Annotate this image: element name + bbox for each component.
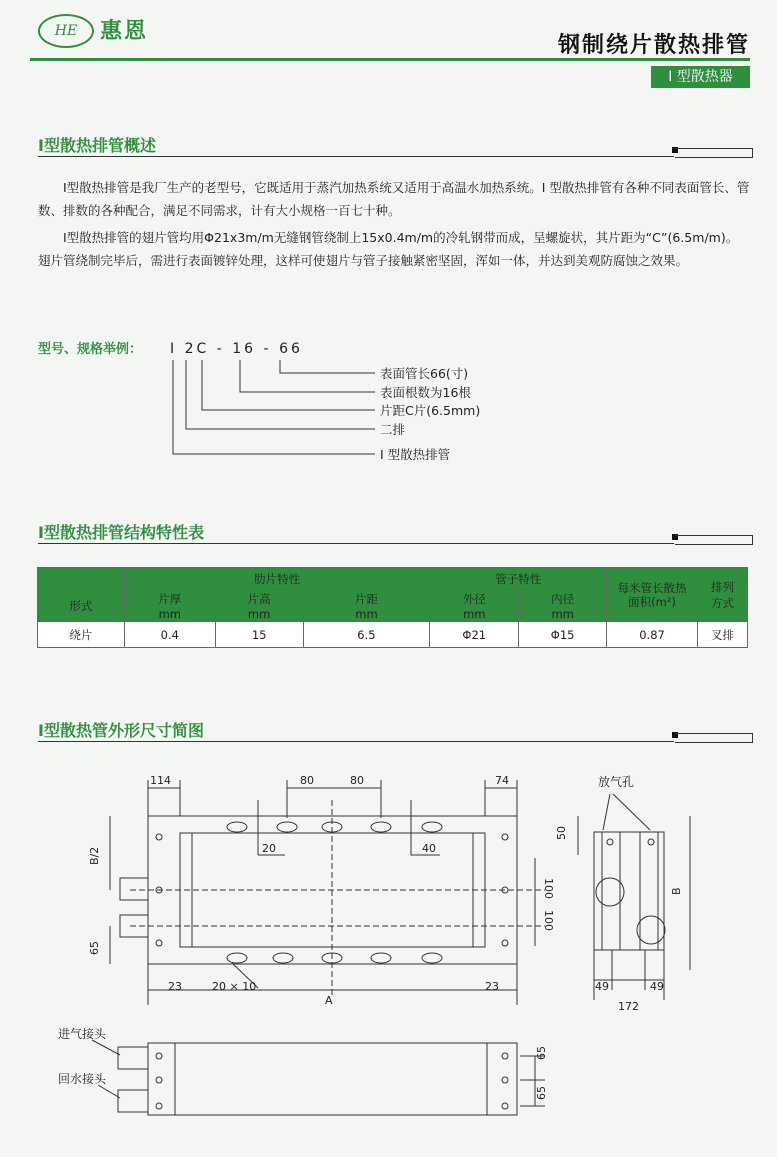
dim-label: 65 bbox=[535, 1046, 548, 1060]
vent-label: 放气孔 bbox=[598, 775, 635, 789]
drawing-rule bbox=[38, 741, 674, 742]
dim-label: 65 bbox=[535, 1086, 548, 1100]
table-cell: 0.4 bbox=[124, 622, 215, 648]
code-part: 16 bbox=[232, 341, 257, 357]
table-header-inner bbox=[519, 590, 607, 622]
table-header-pitch bbox=[303, 590, 430, 622]
code-part: 2 bbox=[184, 341, 197, 357]
overview-rule bbox=[38, 156, 674, 157]
dim-label: B/2 bbox=[88, 846, 101, 865]
table-header-unit: mm bbox=[463, 606, 486, 621]
overview-title: I型散热排管概述 bbox=[38, 136, 156, 155]
dim-label: 49 bbox=[650, 980, 664, 993]
table-rule-end bbox=[675, 535, 753, 545]
table-header-outer-label: 外径 bbox=[462, 591, 486, 606]
example-label: 型号、规格举例： bbox=[38, 342, 143, 357]
dim-label: 114 bbox=[150, 774, 171, 787]
drawing-rule-end bbox=[675, 733, 753, 743]
code-part: I bbox=[170, 341, 178, 357]
code-part: C bbox=[196, 341, 210, 357]
example-line: 表面根数为16根 bbox=[380, 385, 471, 400]
dim-label: B bbox=[670, 887, 683, 895]
table-header-fin: 肋片特性 bbox=[124, 568, 430, 590]
dim-label: 40 bbox=[422, 842, 436, 855]
dim-label: 100 bbox=[542, 878, 555, 899]
table-cell: 15 bbox=[215, 622, 303, 648]
logo-mark: HE bbox=[38, 14, 94, 48]
table-header-area: 每米管长散热面积(m²) bbox=[607, 568, 698, 622]
inlet-label: 进气接头 bbox=[58, 1027, 107, 1041]
table-cell: Φ15 bbox=[519, 622, 607, 648]
table-cell: 6.5 bbox=[303, 622, 430, 648]
code-part: - bbox=[263, 341, 272, 357]
code-part: - bbox=[216, 341, 225, 357]
example-line: I 型散热排管 bbox=[380, 447, 451, 462]
page-title: 钢制绕片散热排管 bbox=[557, 33, 750, 58]
dim-label: 80 bbox=[350, 774, 364, 787]
table-title: I型散热排管结构特性表 bbox=[38, 523, 204, 542]
table-header-inner-label: 内径 bbox=[551, 591, 575, 606]
dim-label: 100 bbox=[542, 910, 555, 931]
logo-text: 惠恩 bbox=[100, 19, 149, 44]
table-header-blank bbox=[38, 568, 125, 590]
table-header-height-label: 片高 bbox=[247, 591, 271, 606]
overview-paragraph-2: I型散热排管的翅片管均用Φ21x3m/m无缝钢管绕制上15x0.4m/m的冷轧钢带而成，呈螺旋状，其片距为“C”(6.5m/m)。翅片管绕制完毕后，需进行表面镀锌处理，这样可使翅片与管子接触紧密坚固，浑如一体，并达到美观防腐蚀之效果。 bbox=[38, 230, 739, 268]
example-line: 表面管长66(寸) bbox=[380, 366, 469, 381]
table-header-arrange: 排列方式 bbox=[697, 568, 747, 622]
table-header-outer bbox=[430, 590, 519, 622]
side-view-frame bbox=[594, 832, 664, 950]
example-line: 片距C片(6.5mm) bbox=[380, 403, 481, 418]
table-cell: 叉排 bbox=[697, 622, 747, 648]
code-part: 66 bbox=[279, 341, 303, 357]
overview-rule-end bbox=[675, 148, 753, 158]
dim-label: 20 bbox=[262, 842, 276, 855]
dimension-drawing bbox=[0, 760, 777, 1157]
table-header-form: 形式 bbox=[38, 590, 125, 622]
dim-label: 80 bbox=[300, 774, 314, 787]
table-header-height bbox=[215, 590, 303, 622]
table-row bbox=[38, 622, 748, 648]
table-cell: 绕片 bbox=[38, 622, 125, 648]
table-header-unit: mm bbox=[551, 606, 574, 621]
spec-table bbox=[37, 567, 748, 648]
dim-label: 20 × 10 bbox=[212, 980, 257, 993]
table-header-thick bbox=[124, 590, 215, 622]
table-header-tube: 管子特性 bbox=[430, 568, 607, 590]
example-line: 二排 bbox=[380, 422, 406, 437]
header-rule bbox=[30, 58, 750, 61]
table-cell: Φ21 bbox=[430, 622, 519, 648]
table-header-thick-label: 片厚 bbox=[158, 591, 182, 606]
table-header-unit: mm bbox=[247, 606, 271, 621]
table-cell: 0.87 bbox=[607, 622, 698, 648]
drawing-title: I型散热管外形尺寸简图 bbox=[38, 721, 204, 740]
table-header-pitch-label: 片距 bbox=[354, 591, 378, 606]
table-header-unit: mm bbox=[355, 606, 378, 621]
dim-label: 23 bbox=[168, 980, 182, 993]
dim-label: 65 bbox=[88, 941, 101, 955]
dim-label: 50 bbox=[555, 826, 568, 840]
outlet-label: 回水接头 bbox=[58, 1072, 107, 1086]
top-holes bbox=[227, 822, 442, 832]
dim-label: 49 bbox=[595, 980, 609, 993]
category-tag: I 型散热器 bbox=[651, 66, 750, 88]
overview-paragraph-1: I型散热排管是我厂生产的老型号，它既适用于蒸汽加热系统又适用于高温水加热系统。I 型散热排管有各种不同表面管长、管数、排数的各种配合，满足不同需求，计有大小规格一百七十种。 bbox=[38, 180, 750, 218]
bottom-holes bbox=[227, 953, 442, 963]
table-header-unit: mm bbox=[158, 606, 181, 621]
dim-label: 74 bbox=[495, 774, 509, 787]
table-rule bbox=[38, 543, 674, 544]
bottom-view-frame bbox=[148, 1043, 517, 1115]
dim-label: A bbox=[325, 994, 333, 1007]
dim-label: 172 bbox=[618, 1000, 639, 1013]
dim-label: 23 bbox=[485, 980, 499, 993]
example-leader-lines bbox=[160, 355, 380, 465]
